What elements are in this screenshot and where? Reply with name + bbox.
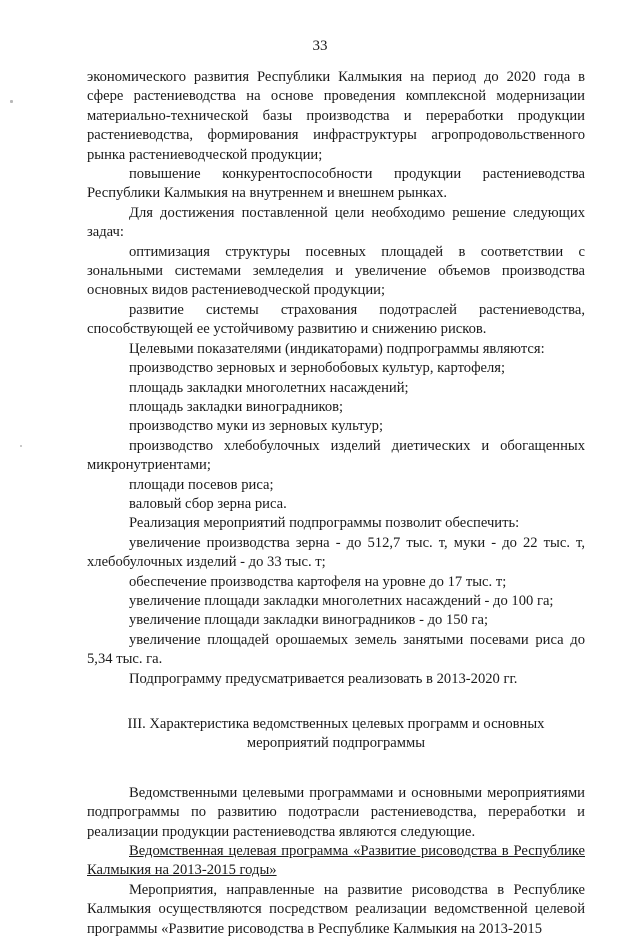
page-number: 33 [312, 38, 328, 54]
indicator-item: производство хлебобулочных изделий диетических и обогащенных микронутриентами; [87, 437, 585, 474]
indicator-item: площадь закладки виноградников; [129, 398, 344, 415]
indicator-item: производство зерновых и зернобобовых культур, картофеля; [129, 360, 506, 377]
paragraph-rice-measures: Мероприятия, направленные на развитие рисоводства в Республике Калмыкия осуществляются посредством реализации ведомственной целевой программы «Развитие рисоводства в Республике Калмыкия на 2013-2015 [87, 881, 585, 937]
result-item: обеспечение производства картофеля на уровне до 17 тыс. т; [129, 573, 507, 590]
section-heading: III. Характеристика ведомственных целевых программ и основных мероприятий подпрограммы [127, 716, 545, 752]
indicator-item: площади посевов риса; [129, 476, 274, 493]
program-title-underlined: Ведомственная целевая программа «Развитие рисоводства в Республике Калмыкия на 2013-2015 годы» [87, 843, 585, 879]
paragraph-goal-continuation: экономического развития Республики Калмыкия на период до 2020 года в сфере растениеводства на основе проведения комплексной модернизации материально-технической базы производства и переработки продукции растениеводства, формирования инфраструктуры агропродовольственного рынка растениеводческой продукции; [87, 69, 585, 163]
indicator-item: площадь закладки многолетних насаждений; [129, 379, 409, 396]
paragraph-programs-intro: Ведомственными целевыми программами и основными мероприятиями подпрограммы по развитию подотрасли растениеводства, переработки и реализации продукции растениеводства являются следующие. [87, 784, 585, 840]
document-body [87, 68, 585, 939]
paragraph-tasks-intro: Для достижения поставленной цели необходимо решение следующих задач: [87, 204, 585, 241]
result-item: увеличение производства зерна - до 512,7 тыс. т, муки - до 22 тыс. т, хлебобулочных изделий - до 33 тыс. т; [87, 534, 585, 571]
result-item: увеличение площади закладки многолетних насаждений - до 100 га; [129, 592, 554, 609]
paragraph-timeframe: Подпрограмму предусматривается реализовать в 2013-2020 гг. [129, 670, 518, 687]
paragraph-task-insurance: развитие системы страхования подотраслей растениеводства, способствующей ее устойчивому развитию и снижению рисков. [87, 301, 585, 338]
result-item: увеличение площадей орошаемых земель занятыми посевами риса до 5,34 тыс. га. [87, 631, 585, 668]
scan-mark [20, 445, 22, 447]
paragraph-competitiveness: повышение конкурентоспособности продукции растениеводства Республики Калмыкия на внутреннем и внешнем рынках. [87, 166, 585, 202]
result-item: увеличение площади закладки виноградников - до 150 га; [129, 612, 489, 629]
paragraph-results-intro: Реализация мероприятий подпрограммы позволит обеспечить: [129, 515, 520, 532]
paragraph-task-optimization: оптимизация структуры посевных площадей в соответствии с зональными системами земледелия и увеличение объемов производства основных видов растениеводческой продукции; [87, 243, 585, 299]
scan-mark [10, 100, 13, 103]
indicator-item: валовый сбор зерна риса. [129, 495, 287, 512]
paragraph-indicators-intro: Целевыми показателями (индикаторами) подпрограммы являются: [129, 340, 545, 357]
indicator-item: производство муки из зерновых культур; [129, 418, 384, 435]
